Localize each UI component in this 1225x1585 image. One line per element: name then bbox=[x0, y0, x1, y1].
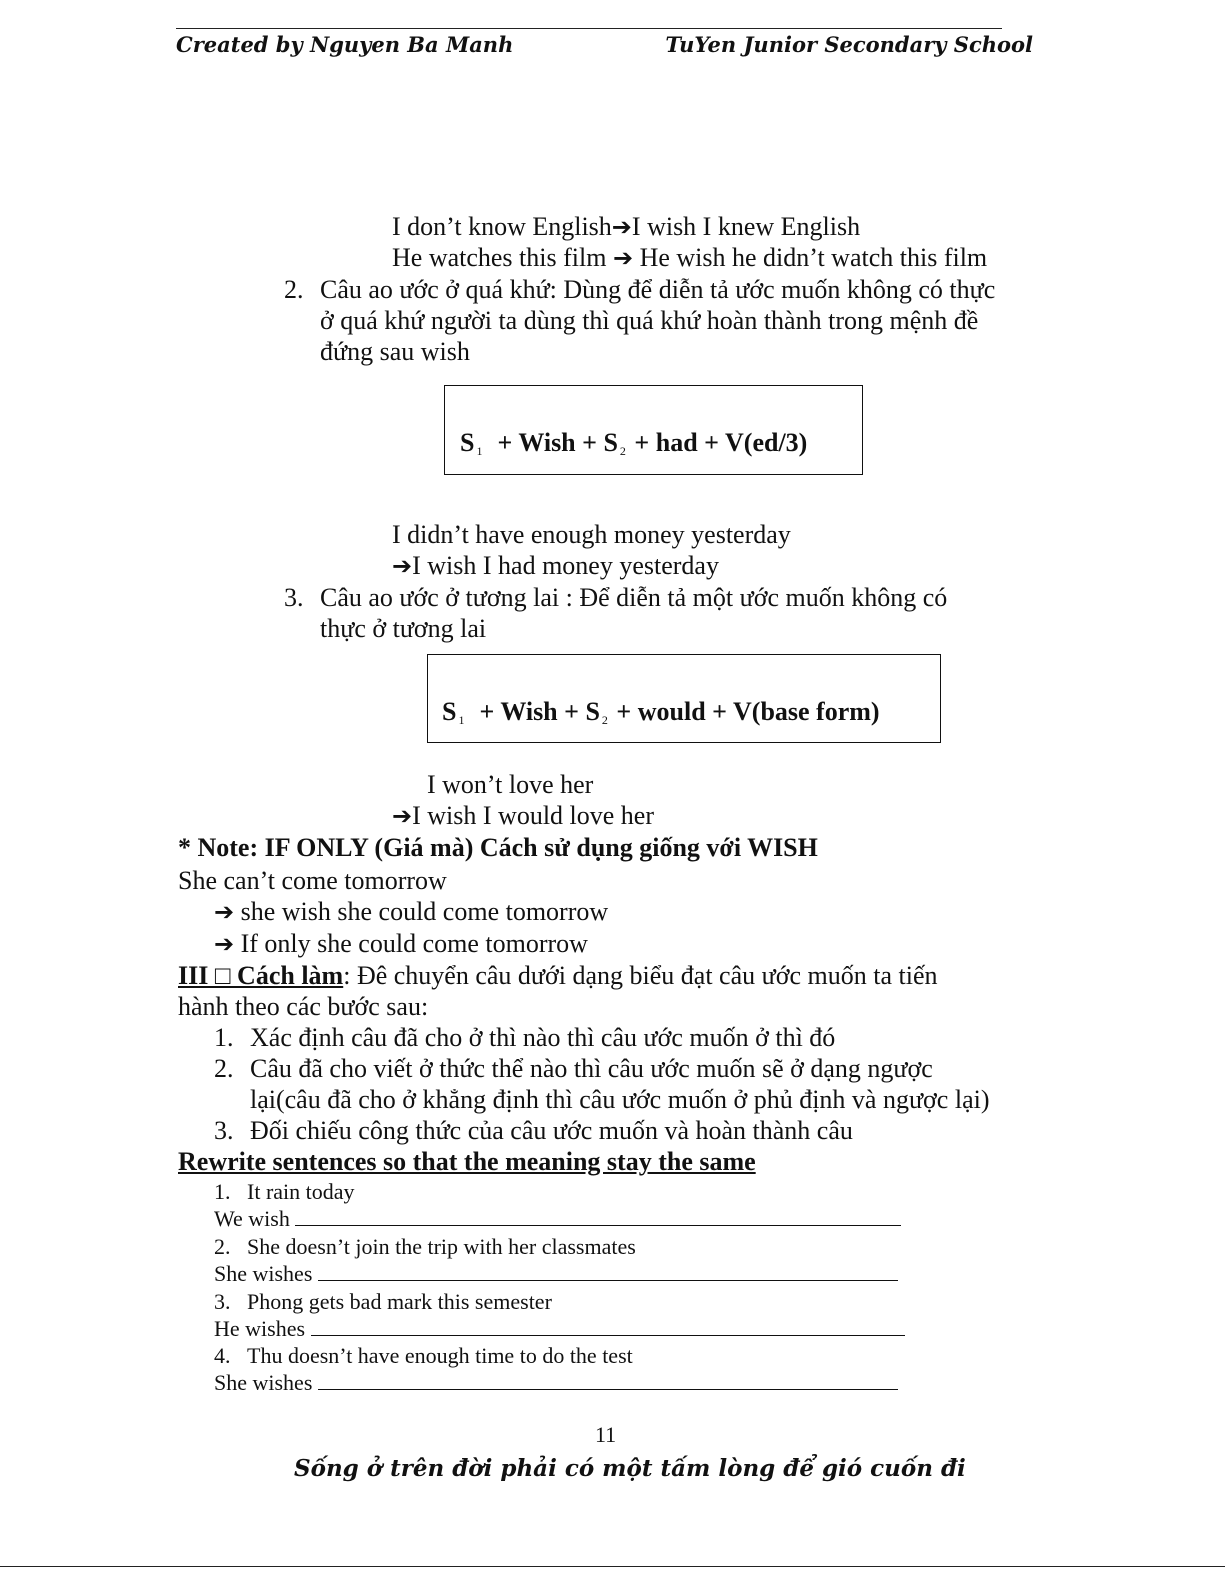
step-1-text: Xác định câu đã cho ở thì nào thì câu ước muốn ở thì đó bbox=[250, 1023, 836, 1052]
answer-blank-2[interactable] bbox=[318, 1260, 898, 1281]
item-3-example-b: ➔I wish I would love her bbox=[392, 801, 655, 830]
example-line-2 bbox=[392, 242, 987, 274]
exercise-item-1: 1. It rain today bbox=[214, 1179, 355, 1204]
formula-past: S $_1$ + Wish + S $_2$ + had + V(ed/3) bbox=[460, 428, 808, 458]
step-1-number: 1. bbox=[214, 1023, 234, 1052]
item-2-line-1: Câu ao ước ở quá khứ: Dùng để diễn tả ước muốn không có thực bbox=[320, 275, 996, 304]
note-line-1: ➔ she wish she could come tomorrow bbox=[214, 897, 609, 926]
page-number: 11 bbox=[595, 1422, 617, 1447]
answer-blank-4[interactable] bbox=[318, 1369, 898, 1390]
step-2-text-2: lại(câu đã cho ở khẳng định thì câu ước muốn ở phủ định và ngược lại) bbox=[250, 1085, 990, 1114]
item-2-number: 2. bbox=[284, 275, 304, 304]
header-author: Created by Nguyen Ba Manh bbox=[176, 32, 514, 57]
note-example: She can’t come tomorrow bbox=[178, 866, 447, 895]
item-2-example-b: ➔I wish I had money yesterday bbox=[392, 551, 719, 580]
arrow-right-icon: ➔ bbox=[392, 552, 413, 580]
formula-future: S $_1$ + Wish + S $_2$ + would + V(base form) bbox=[442, 697, 880, 727]
exercise-answer-4: She wishes bbox=[214, 1369, 898, 1396]
exercise-answer-3: He wishes bbox=[214, 1315, 905, 1342]
example-2-wish: He wish he didn’t watch this film bbox=[633, 243, 988, 272]
arrow-right-icon: ➔ bbox=[214, 898, 235, 926]
item-3-example-a: I won’t love her bbox=[427, 770, 594, 799]
method-heading: III □ Cách làm bbox=[178, 961, 344, 990]
note-line-2: ➔ If only she could come tomorrow bbox=[214, 929, 588, 958]
exercise-heading: Rewrite sentences so that the meaning stay the same bbox=[178, 1147, 756, 1176]
item-2-line-3: đứng sau wish bbox=[320, 337, 470, 366]
arrow-right-icon: ➔ bbox=[392, 802, 413, 830]
item-2-example-a: I didn’t have enough money yesterday bbox=[392, 520, 791, 549]
header-school: TuYen Junior Secondary School bbox=[665, 32, 1033, 57]
method-intro-line-2: hành theo các bước sau: bbox=[178, 992, 429, 1021]
item-2-line-2: ở quá khứ người ta dùng thì quá khứ hoàn thành trong mệnh đề bbox=[320, 306, 979, 335]
bottom-rule bbox=[0, 1566, 1225, 1567]
exercise-answer-1: We wish bbox=[214, 1205, 901, 1232]
answer-blank-1[interactable] bbox=[295, 1205, 901, 1226]
exercise-item-3: 3. Phong gets bad mark this semester bbox=[214, 1289, 552, 1314]
step-2-text: Câu đã cho viết ở thức thể nào thì câu ước muốn sẽ ở dạng ngược bbox=[250, 1054, 933, 1083]
item-3-line-2: thực ở tương lai bbox=[320, 614, 487, 643]
exercise-item-2: 2. She doesn’t join the trip with her classmates bbox=[214, 1234, 636, 1259]
note-title: * Note: IF ONLY (Giá mà) Cách sử dụng giống với WISH bbox=[178, 833, 818, 862]
method-intro: III □ Cách làm: Đê chuyển câu dưới dạng biểu đạt câu ước muốn ta tiến bbox=[178, 961, 938, 990]
step-3-number: 3. bbox=[214, 1116, 234, 1145]
arrow-right-icon: ➔ bbox=[612, 244, 634, 272]
arrow-right-icon: ➔ bbox=[611, 213, 632, 241]
example-line-1 bbox=[392, 211, 860, 243]
step-3-text: Đối chiếu công thức của câu ước muốn và hoàn thành câu bbox=[250, 1116, 853, 1145]
header-rule bbox=[176, 28, 1002, 29]
step-2-number: 2. bbox=[214, 1054, 234, 1083]
item-3-number: 3. bbox=[284, 583, 304, 612]
example-1-original: I don’t know English bbox=[392, 212, 612, 241]
exercise-item-4: 4. Thu doesn’t have enough time to do the test bbox=[214, 1343, 633, 1368]
answer-blank-3[interactable] bbox=[311, 1315, 905, 1336]
arrow-right-icon: ➔ bbox=[214, 930, 235, 958]
footer-motto: Sống ở trên đời phải có một tấm lòng để gió cuốn đi bbox=[294, 1455, 966, 1482]
item-3-line-1: Câu ao ước ở tương lai : Để diễn tả một ước muốn không có bbox=[320, 583, 948, 612]
example-2-original: He watches this film bbox=[392, 243, 613, 272]
exercise-answer-2: She wishes bbox=[214, 1260, 898, 1287]
example-1-wish: I wish I knew English bbox=[631, 212, 861, 241]
